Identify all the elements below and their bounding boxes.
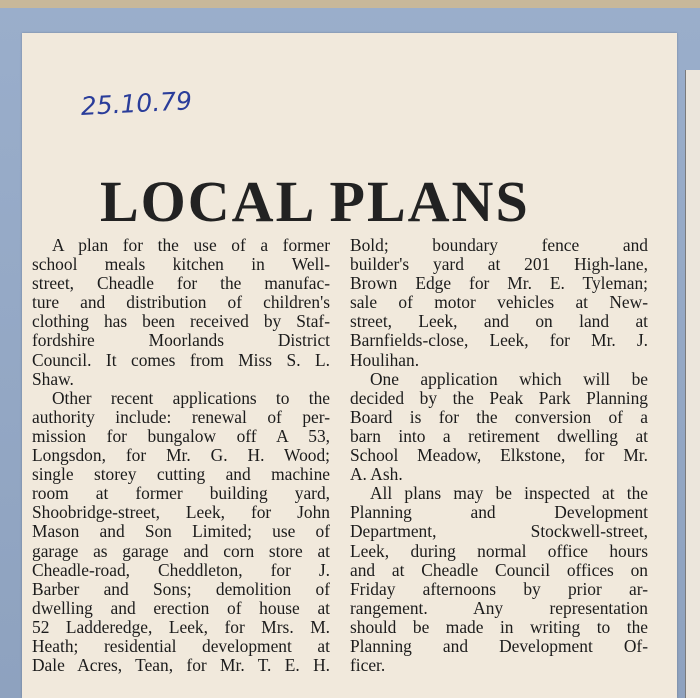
text-line: mission for bungalow off A 53, — [32, 426, 330, 446]
text-line: ficer. — [350, 656, 386, 676]
text-line: garage as garage and corn store at — [32, 541, 330, 561]
text-line: Bold; boundary fence and — [350, 236, 648, 255]
text-line: street, Cheadle for the manufac- — [32, 274, 330, 294]
text-line: Shoobridge-street, Leek, for John — [32, 503, 330, 523]
text-line: authority include: renewal of per- — [32, 407, 330, 427]
text-line: fordshire Moorlands District — [32, 331, 330, 351]
text-line: Friday afternoons by prior ar- — [350, 579, 648, 599]
text-line: barn into a retirement dwelling at — [350, 426, 648, 446]
handwritten-date: 25.10.79 — [80, 86, 193, 121]
text-line: room at former building yard, — [32, 484, 330, 504]
text-line: builder's yard at 201 High-lane, — [350, 255, 648, 275]
text-line: ture and distribution of children's — [32, 293, 330, 313]
text-line: street, Leek, and on land at — [350, 312, 648, 332]
text-line: Leek, during normal office hours — [350, 541, 648, 561]
text-line: Planning and Development Of- — [350, 636, 648, 656]
text-line: Mason and Son Limited; use of — [32, 522, 330, 542]
text-line: sale of motor vehicles at New- — [350, 293, 648, 313]
text-line: All plans may be inspected at the — [370, 484, 648, 504]
text-line: single storey cutting and machine — [32, 465, 330, 485]
text-line: A. Ash. — [350, 465, 403, 485]
text-line: Longsdon, for Mr. G. H. Wood; — [32, 446, 330, 466]
article-column-right — [350, 236, 648, 675]
right-paper-strip — [685, 70, 700, 698]
text-line: Barber and Sons; demolition of — [32, 579, 330, 599]
text-line: Heath; residential development at — [32, 636, 330, 656]
text-line: school meals kitchen in Well- — [32, 255, 330, 275]
text-line: rangement. Any representation — [350, 598, 648, 618]
text-line: Shaw. — [32, 369, 74, 389]
text-line: Council. It comes from Miss S. L. — [32, 350, 330, 370]
text-line: Dale Acres, Tean, for Mr. T. E. H. — [32, 656, 330, 676]
top-paper-strip — [0, 0, 700, 8]
article-column-left — [32, 236, 330, 675]
text-line: Barnfields-close, Leek, for Mr. J. — [350, 331, 648, 351]
text-line: Brown Edge for Mr. E. Tyleman; — [350, 274, 648, 294]
text-line: and at Cheadle Council offices on — [350, 560, 648, 580]
text-line: Planning and Development — [350, 503, 648, 523]
text-line: decided by the Peak Park Planning — [350, 388, 648, 408]
text-line: dwelling and erection of house at — [32, 598, 330, 618]
text-line: Cheadle-road, Cheddleton, for J. — [32, 560, 330, 580]
text-line: Department, Stockwell-street, — [350, 522, 648, 542]
text-line: One application which will be — [370, 369, 648, 389]
headline: LOCAL PLANS — [100, 169, 530, 234]
text-line: Houlihan. — [350, 350, 420, 370]
text-line: clothing has been received by Staf- — [32, 312, 330, 332]
text-line: Other recent applications to the — [52, 388, 330, 408]
text-line: A plan for the use of a former — [52, 236, 330, 255]
text-line: School Meadow, Elkstone, for Mr. — [350, 446, 648, 466]
text-line: Board is for the conversion of a — [350, 407, 648, 427]
text-line: should be made in writing to the — [350, 617, 648, 637]
text-line: 52 Ladderedge, Leek, for Mrs. M. — [32, 617, 330, 637]
